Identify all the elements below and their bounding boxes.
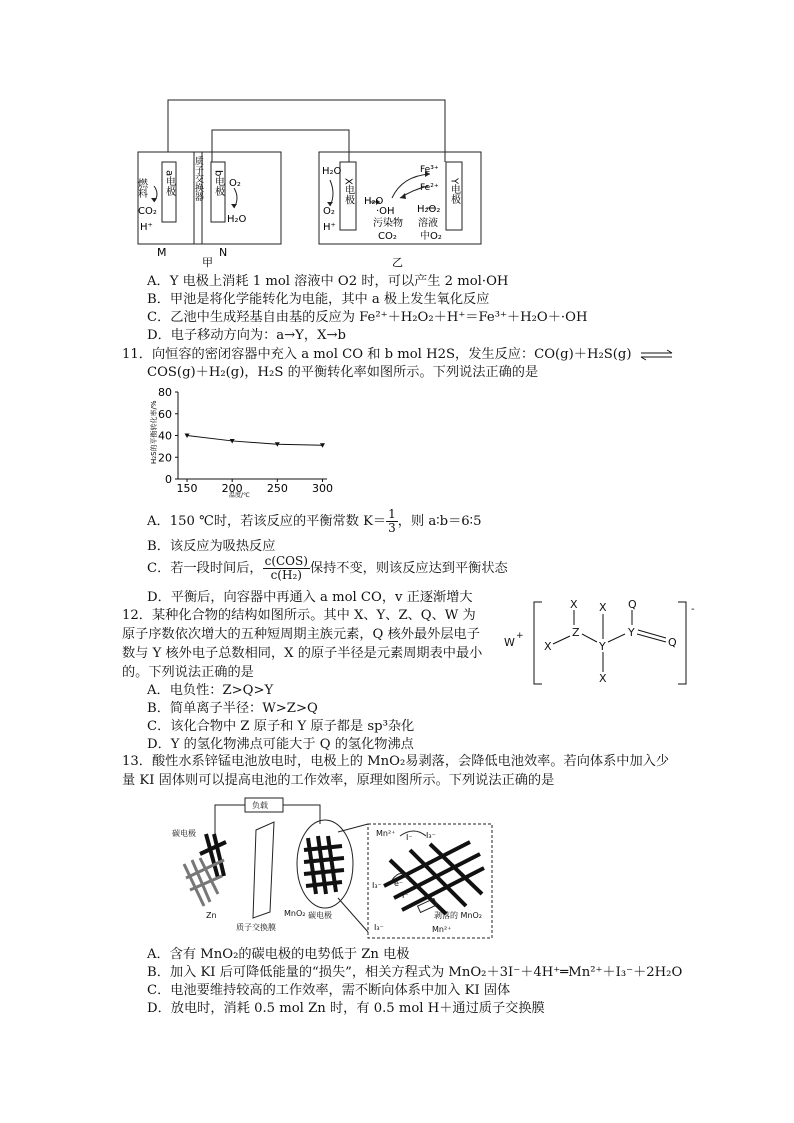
struct-x-top-mid: X bbox=[599, 601, 607, 614]
q13-option-d: D．放电时，消耗 0.5 mol Zn 时，有 0.5 mol H＋通过质子交换膜 bbox=[147, 1001, 545, 1016]
fuel-label: 燃料 bbox=[135, 178, 147, 198]
y-electrode-label: Y电极 bbox=[448, 178, 460, 205]
q11-stem-1 bbox=[122, 346, 674, 363]
zn-label: Zn bbox=[206, 911, 217, 920]
q11-option-a-tail: ，则 a∶b＝6∶5 bbox=[397, 514, 482, 529]
h2s-conversion-chart bbox=[145, 384, 335, 500]
i-mid-label: I⁻ bbox=[402, 891, 409, 900]
q10-option-d: D．电子移动方向为：a→Y，X→b bbox=[147, 328, 346, 343]
h-left-label: H⁺ bbox=[323, 222, 336, 233]
x-tick-label: 200 bbox=[221, 482, 243, 495]
x-tick-label: 150 bbox=[176, 482, 198, 495]
a-electrode-label: a电极 bbox=[163, 170, 175, 197]
fraction-cos-num: c(COS) bbox=[264, 554, 308, 568]
struct-y-center: Y bbox=[599, 640, 606, 653]
co2-label: CO₂ bbox=[138, 206, 157, 217]
label-yi: 乙 bbox=[392, 256, 403, 269]
q12-structure-diagram bbox=[496, 594, 702, 690]
y-tick-label: 20 bbox=[158, 451, 172, 465]
q13-option-b: B．加入 KI 后可降低能量的“损失”，相关方程式为 MnO₂＋3I⁻＋4H⁺═Mn²⁺＋I₃⁻＋2H₂O bbox=[147, 965, 683, 980]
q10-option-b: B．甲池是将化学能转化为电能，其中 a 极上发生氧化反应 bbox=[147, 292, 490, 307]
e-label: e⁻ bbox=[394, 879, 404, 888]
equilibrium-arrow-icon bbox=[640, 349, 674, 361]
q12-option-c: C．该化合物中 Z 原子和 Y 原子都是 sp³杂化 bbox=[147, 719, 415, 734]
y-tick-label: 40 bbox=[158, 429, 172, 443]
h2o-label: H₂O bbox=[227, 214, 247, 225]
q11-option-b: B．该反应为吸热反应 bbox=[147, 539, 276, 554]
q13-option-c: C．电池要维持较高的工作效率，需不断向体系中加入 KI 固体 bbox=[147, 983, 511, 998]
y-tick-label: 60 bbox=[158, 407, 172, 421]
q12-stem: 12．某种化合物的结构如图所示。其中 X、Y、Z、Q、W 为原子序数依次增大的五种短周期主族元素，Q 核外最外层电子数与 Y 核外电子总数相同，X 的原子半径是元素周期表中最小的。下列说法正确的是 bbox=[122, 608, 483, 680]
q11-stem-2: COS(g)＋H₂(g)，H₂S 的平衡转化率如图所示。下列说法正确的是 bbox=[147, 365, 539, 380]
q11-stem-text: 11．向恒容的密闭容器中充入 a mol CO 和 b mol H2S，发生反应：CO(g)＋H₂S(g) bbox=[122, 347, 632, 362]
fe3-label: Fe³⁺ bbox=[420, 165, 439, 175]
series-line bbox=[187, 436, 322, 446]
pollutant-label: 污染物 bbox=[373, 218, 403, 229]
q11-option-c-text: C．若一段时间后， bbox=[147, 561, 263, 576]
h2o-left-label: H₂O bbox=[322, 166, 342, 177]
struct-x-top-left: X bbox=[570, 598, 578, 611]
i3-left-label: I₃⁻ bbox=[372, 881, 382, 890]
struct-plus: + bbox=[516, 631, 524, 641]
solution-label: 溶液 bbox=[418, 218, 438, 229]
in-o2-label: 中O₂ bbox=[420, 231, 442, 242]
label-n: N bbox=[219, 246, 228, 259]
fraction-k bbox=[386, 508, 398, 535]
q10-electrochem-figure bbox=[130, 90, 490, 270]
y-tick-label: 0 bbox=[165, 473, 172, 486]
struct-y-right: Y bbox=[628, 626, 635, 639]
struct-x-left: X bbox=[544, 640, 552, 653]
q10-option-a: A．Y 电极上消耗 1 mol 溶液中 O2 时，可以产生 2 mol·OH bbox=[147, 274, 509, 289]
h2o2-label: H₂O₂ bbox=[417, 204, 441, 215]
q12-option-a: A．电负性：Z>Q>Y bbox=[147, 683, 274, 698]
hplus-label: H⁺ bbox=[140, 222, 153, 233]
x-axis-label: 温度/℃ bbox=[229, 492, 250, 499]
mno2-label: MnO₂ bbox=[284, 909, 306, 918]
mn2-bottom-label: Mn²⁺ bbox=[432, 925, 452, 934]
struct-q-top: Q bbox=[628, 598, 637, 611]
q13-stem: 13．酸性水系锌锰电池放电时，电极上的 MnO₂易剥落，会降低电池效率。若向体系中加入少量 KI 固体则可以提高电池的工作效率，原理如图所示。下列说法正确的是 bbox=[122, 754, 670, 788]
q11-option-a bbox=[147, 508, 481, 535]
fe2-label: Fe²⁺ bbox=[420, 183, 439, 193]
carbon-left-label: 碳电极 bbox=[172, 829, 196, 838]
o2-left-label: O₂ bbox=[323, 206, 335, 217]
q10-option-c: C．乙池中生成羟基自由基的反应为 Fe²⁺＋H₂O₂＋H⁺＝Fe³⁺＋H₂O＋·OH bbox=[147, 310, 588, 325]
label-jia: 甲 bbox=[202, 256, 213, 269]
q11-option-c-tail: 保持不变，则该反应达到平衡状态 bbox=[309, 561, 508, 576]
pem-label-13: 质子交换膜 bbox=[236, 923, 276, 932]
struct-q-right: Q bbox=[668, 636, 677, 649]
struct-x-bottom: X bbox=[599, 672, 607, 685]
q13-option-a: A．含有 MnO₂的碳电极的电势低于 Zn 电极 bbox=[147, 947, 410, 962]
i3-bottom-label: I₃⁻ bbox=[374, 923, 384, 932]
b-electrode-label: b电极 bbox=[212, 170, 224, 197]
co2-mid-label: CO₂ bbox=[378, 231, 397, 242]
q11-option-a-text: A．150 ℃时，若该反应的平衡常数 K＝ bbox=[147, 514, 387, 529]
peeled-mno2-label: 剥落的 MnO₂ bbox=[434, 911, 483, 920]
q13-battery-figure bbox=[170, 794, 495, 942]
i3-top-label: I₃⁻ bbox=[426, 831, 436, 840]
h2o-mid-label: H₂O bbox=[364, 196, 384, 207]
mn2-top-label: Mn²⁺ bbox=[376, 829, 396, 838]
pem-label: 质子交换器 bbox=[193, 156, 203, 201]
fraction-k-num: 1 bbox=[388, 507, 396, 521]
x-electrode-label: X电极 bbox=[342, 178, 354, 205]
fraction-h2-den: c(H₂) bbox=[270, 568, 302, 582]
x-tick-label: 300 bbox=[311, 482, 333, 495]
carbon-right-label: 碳电极 bbox=[308, 911, 332, 920]
q11-option-d: D．平衡后，向容器中再通入 a mol CO，v 正逐渐增大 bbox=[147, 590, 473, 605]
fraction-k-den: 3 bbox=[388, 521, 396, 535]
label-m: M bbox=[157, 246, 167, 259]
y-axis-label: H₂S的平衡转化率/% bbox=[150, 400, 158, 464]
q12-option-d: D．Y 的氢化物沸点可能大于 Q 的氢化物沸点 bbox=[147, 737, 414, 752]
struct-z: Z bbox=[572, 626, 580, 639]
struct-w: W bbox=[504, 636, 515, 649]
struct-minus: - bbox=[691, 604, 695, 615]
q12-option-b: B．简单离子半径：W>Z>Q bbox=[147, 701, 318, 716]
load-label: 负载 bbox=[252, 801, 268, 810]
x-tick-label: 250 bbox=[266, 482, 288, 495]
oh-mid-label: ·OH bbox=[376, 206, 395, 217]
y-tick-label: 80 bbox=[158, 386, 172, 399]
i-minus-label: I⁻ bbox=[406, 833, 413, 842]
fraction-cos-h2 bbox=[263, 555, 310, 582]
o2-label: O₂ bbox=[229, 178, 241, 189]
q11-option-c bbox=[147, 555, 508, 582]
